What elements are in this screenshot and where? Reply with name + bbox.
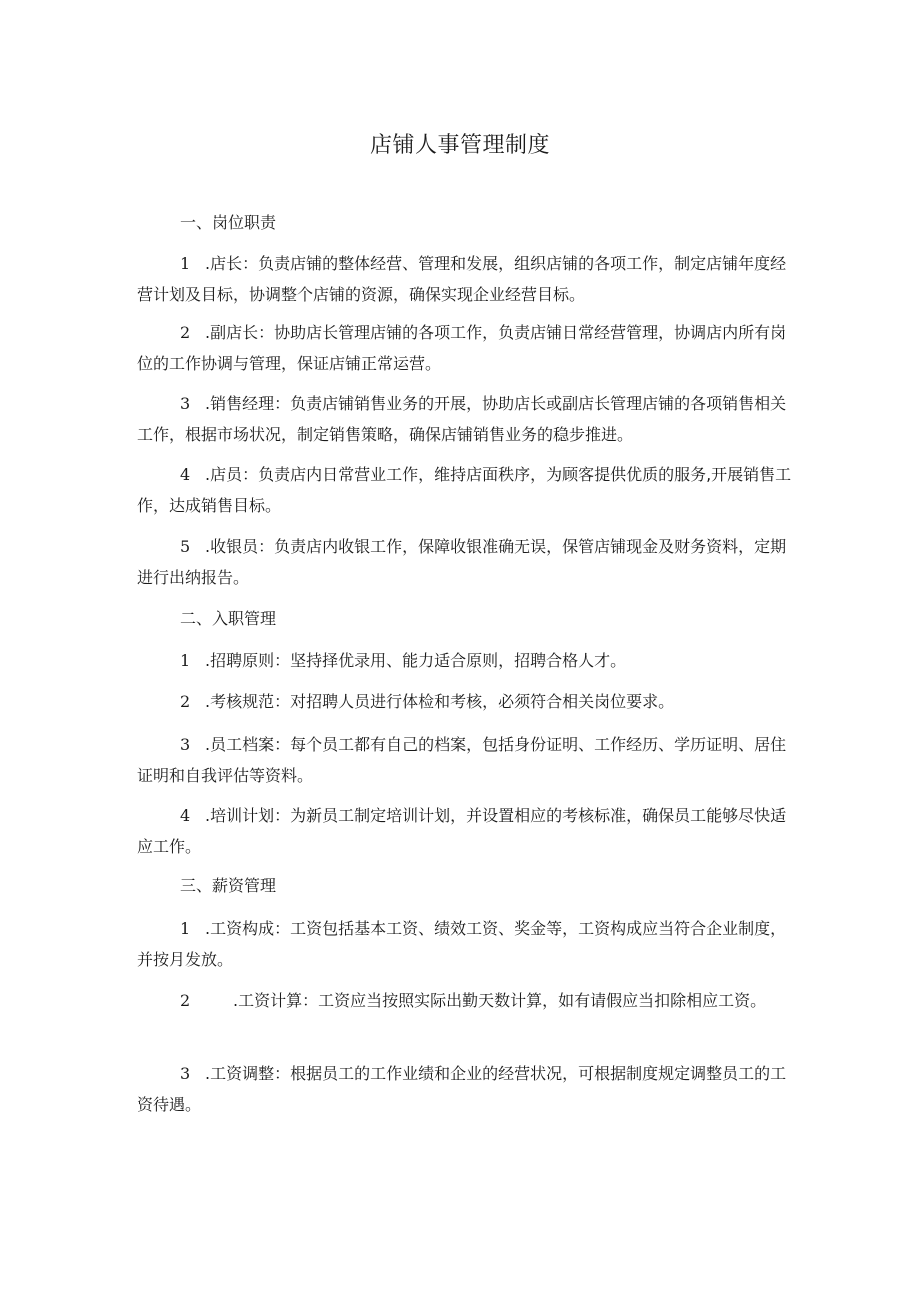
- paragraph: [137, 913, 797, 975]
- paragraph: [137, 645, 797, 676]
- item-text: .销售经理：负责店铺销售业务的开展，协助店长或副店长管理店铺的各项销售相关工作，根据市场状况，制定销售策略，确保店铺销售业务的稳步推进。: [137, 394, 787, 444]
- item-number: 2: [180, 323, 191, 342]
- paragraph: [137, 248, 797, 310]
- item-text: .工资调整：根据员工的工作业绩和企业的经营状况，可根据制度规定调整员工的工资待遇。: [137, 1064, 787, 1114]
- section-heading: 二、入职管理: [180, 609, 277, 628]
- section-heading: 三、薪资管理: [180, 876, 277, 895]
- item-text: .店长：负责店铺的整体经营、管理和发展，组织店铺的各项工作，制定店铺年度经营计划及目标，协调整个店铺的资源，确保实现企业经营目标。: [137, 254, 787, 304]
- item-number: 4: [180, 465, 191, 484]
- item-text: .副店长：协助店长管理店铺的各项工作，负责店铺日常经营管理，协调店内所有岗位的工作协调与管理，保证店铺正常运营。: [137, 323, 787, 373]
- paragraph: [137, 686, 797, 717]
- section-heading: 一、岗位职责: [180, 213, 277, 232]
- item-number: 2: [180, 692, 191, 711]
- paragraph: [137, 388, 797, 450]
- document-title: 店铺人事管理制度: [369, 133, 550, 158]
- item-number: 3: [180, 394, 191, 413]
- item-number: 2: [180, 991, 191, 1010]
- paragraph: [137, 985, 797, 1016]
- item-text: .工资构成：工资包括基本工资、绩效工资、奖金等，工资构成应当符合企业制度，并按月发放。: [137, 919, 787, 969]
- item-number: 1: [180, 919, 191, 938]
- paragraph: [137, 317, 797, 379]
- paragraph: [137, 729, 797, 791]
- item-text: .收银员：负责店内收银工作，保障收银准确无误，保管店铺现金及财务资料，定期进行出纳报告。: [137, 537, 787, 587]
- item-number: 3: [180, 1064, 191, 1083]
- item-text: .考核规范：对招聘人员进行体检和考核，必须符合相关岗位要求。: [205, 692, 675, 711]
- item-text: .店员：负责店内日常营业工作，维持店面秩序，为顾客提供优质的服务,开展销售工作，达成销售目标。: [137, 465, 792, 515]
- paragraph: [137, 531, 797, 593]
- paragraph: [137, 1058, 797, 1120]
- paragraph: [137, 800, 797, 862]
- item-number: 3: [180, 735, 191, 754]
- paragraph: [137, 459, 797, 521]
- item-number: 1: [180, 651, 191, 670]
- item-text: .培训计划：为新员工制定培训计划，并设置相应的考核标准，确保员工能够尽快适应工作。: [137, 806, 787, 856]
- item-text: .员工档案：每个员工都有自己的档案，包括身份证明、工作经历、学历证明、居住证明和自我评估等资料。: [137, 735, 787, 785]
- item-number: 1: [180, 254, 191, 273]
- item-number: 4: [180, 806, 191, 825]
- item-number: 5: [180, 537, 191, 556]
- item-text: .招聘原则：坚持择优录用、能力适合原则，招聘合格人才。: [205, 651, 627, 670]
- item-text: .工资计算：工资应当按照实际出勤天数计算，如有请假应当扣除相应工资。: [233, 991, 767, 1010]
